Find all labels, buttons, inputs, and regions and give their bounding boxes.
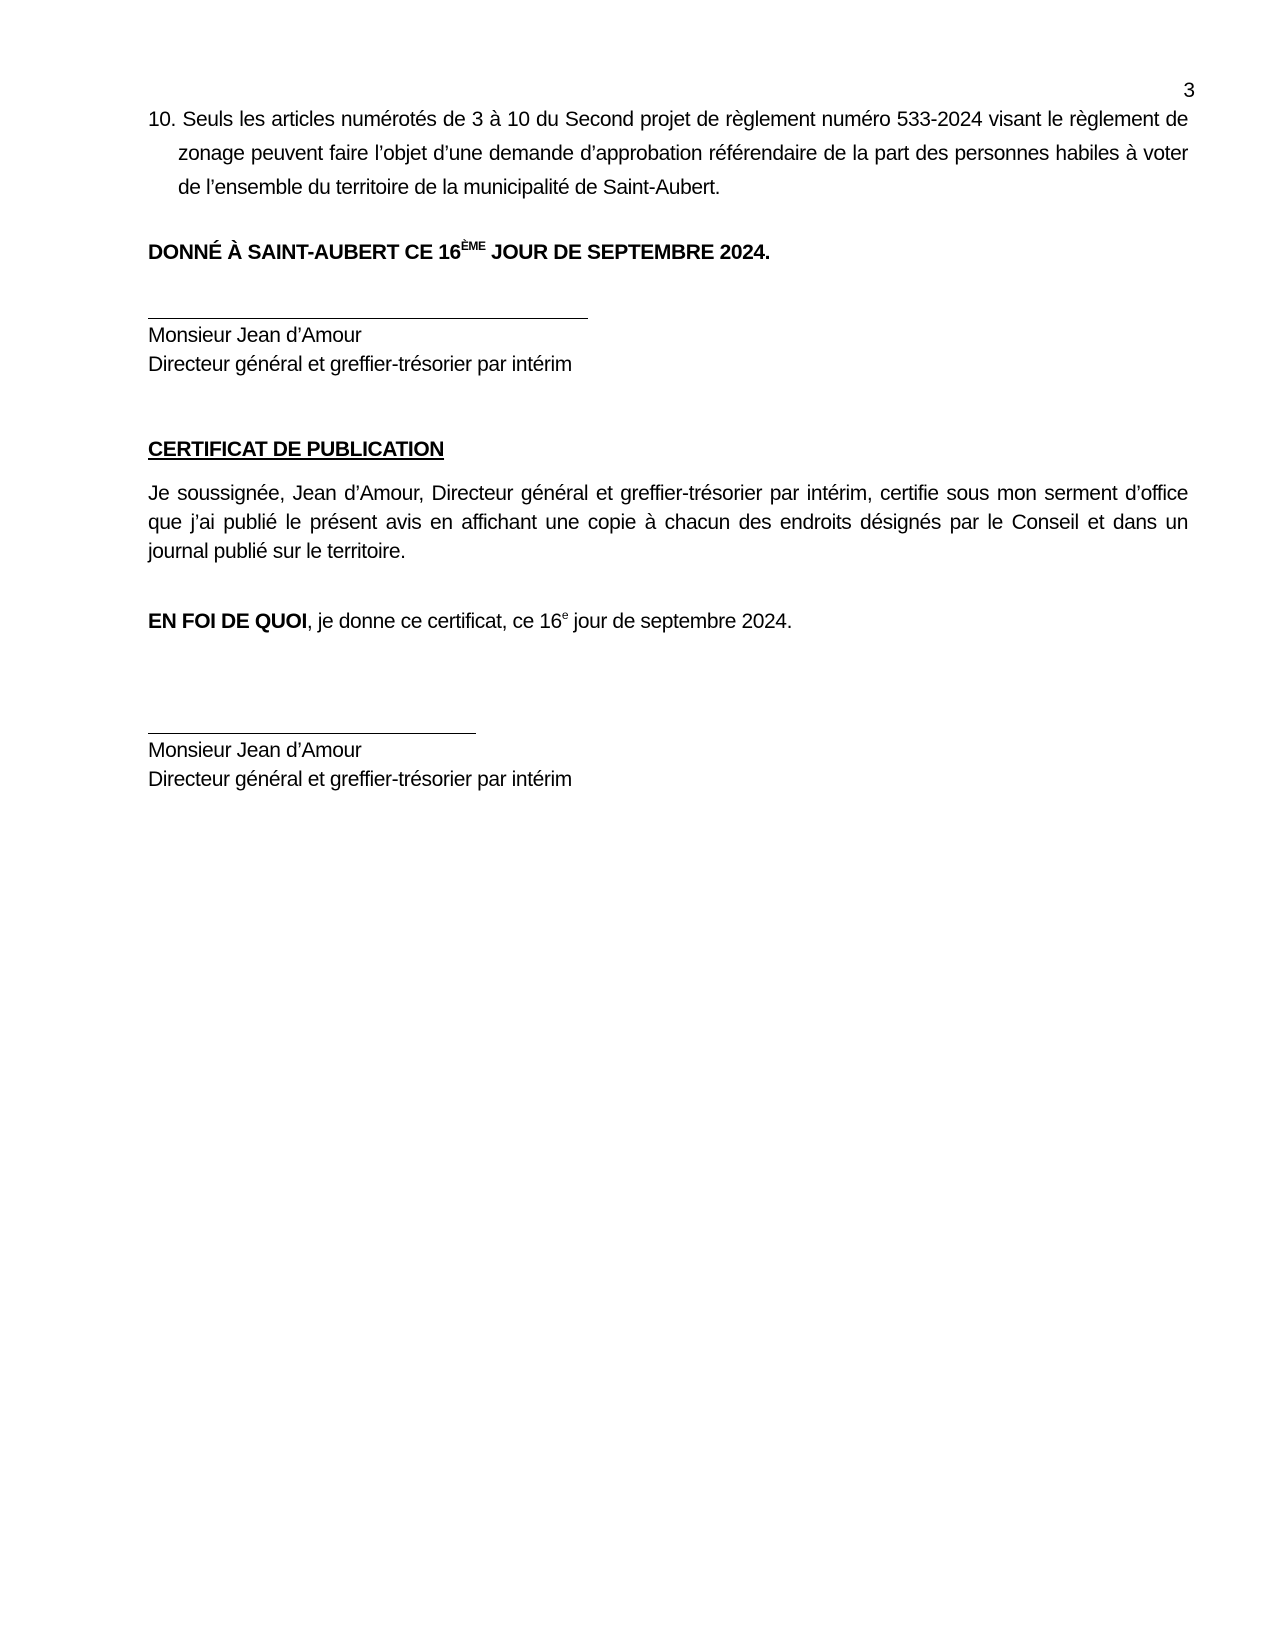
certificate-closing xyxy=(148,607,1188,636)
closing-bold: EN FOI DE QUOI xyxy=(148,610,307,633)
closing-prefix: , je donne ce certificat, ce 16 xyxy=(306,610,562,633)
signatory-title: Directeur général et greffier-trésorier par intérim xyxy=(148,353,572,376)
certificate-body: Je soussignée, Jean d’Amour, Directeur général et greffier-trésorier par intérim, certifie sous mon serment d’office que j’ai publié le présent avis en affichant une copie à chacun des endroits désignés par le Conseil et dans un journal publié sur le territoire. xyxy=(148,482,1188,563)
signature-line xyxy=(148,733,476,734)
signature-line xyxy=(148,318,588,319)
closing-ordinal: e xyxy=(561,608,569,622)
given-ordinal: ÈME xyxy=(460,239,486,253)
given-prefix: DONNÉ À SAINT-AUBERT CE 16 xyxy=(148,241,461,264)
numbered-item-10 xyxy=(148,103,1188,205)
item-text: Seuls les articles numérotés de 3 à 10 du Second projet de règlement numéro 533-2024 visant le règlement de zonage peuvent faire l’objet d’une demande d’approbation référendaire de la part des personnes habiles à voter de l’ensemble du territoire de la municipalité de Saint-Aubert. xyxy=(178,108,1189,199)
signature-block xyxy=(148,321,1188,379)
signature-block xyxy=(148,736,1188,794)
signatory-name: Monsieur Jean d’Amour xyxy=(148,739,362,762)
given-statement xyxy=(148,238,1188,268)
given-suffix: JOUR DE SEPTEMBRE 2024. xyxy=(485,241,771,264)
closing-suffix: jour de septembre 2024. xyxy=(568,610,793,633)
page-number: 3 xyxy=(1183,79,1195,102)
signatory-title: Directeur général et greffier-trésorier par intérim xyxy=(148,768,572,791)
page-content xyxy=(148,103,1188,794)
signatory-name: Monsieur Jean d’Amour xyxy=(148,324,362,347)
item-number: 10. xyxy=(148,108,176,131)
certificate-heading: CERTIFICAT DE PUBLICATION xyxy=(148,438,445,461)
